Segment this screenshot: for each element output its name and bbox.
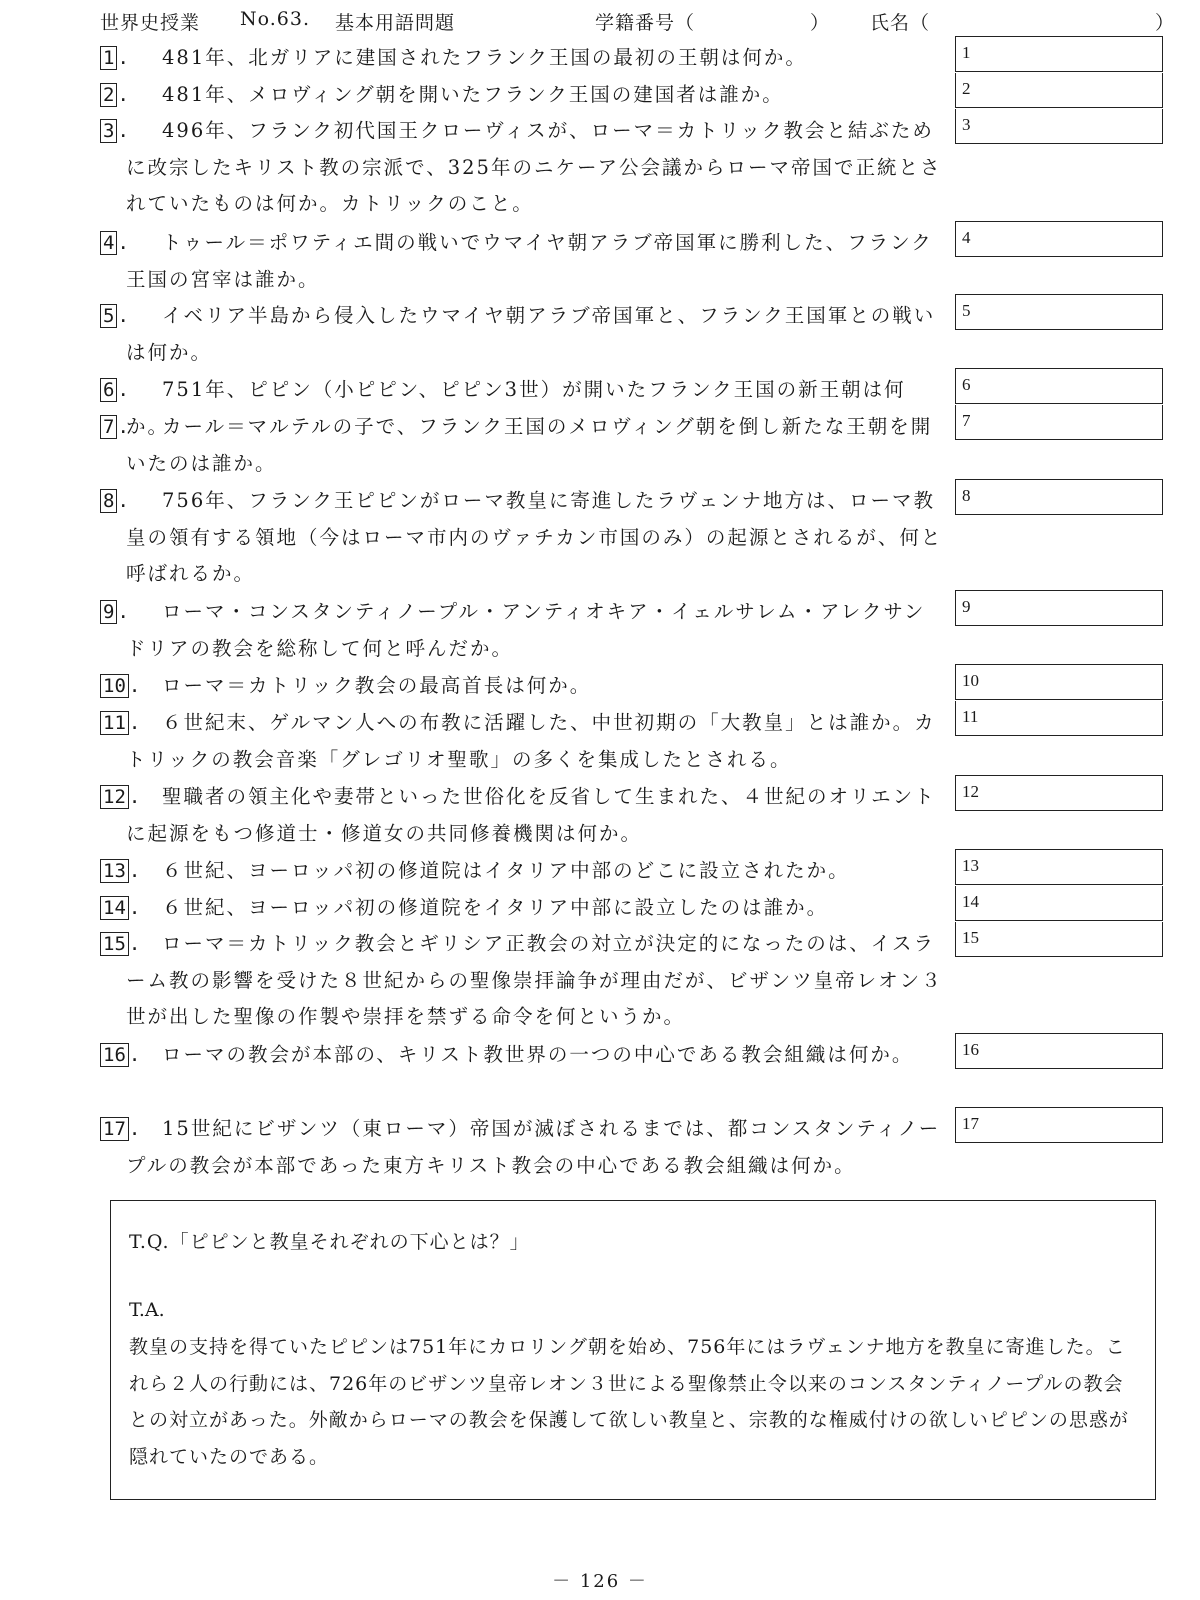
question-number: 16 [100, 1043, 129, 1067]
topic-question: T.Q.「ピピンと教皇それぞれの下心とは？」 [129, 1231, 530, 1253]
student-id-label: 学籍番号（ [595, 12, 696, 34]
question-number: 12 [100, 785, 129, 809]
topic-question-box [110, 1200, 1156, 1500]
answer-box[interactable]: 7 [955, 405, 1163, 440]
question-text: 481年、北ガリアに建国されたフランク王国の最初の王朝は何か。 [162, 46, 807, 69]
worksheet-page: 世界史授業 No.63. 基本用語問題 学籍番号（ ） 氏名（ ） 1 . 481年、北ガリアに建国されたフランク王国の最初の王朝は何か。 1 2 . 481年、メロヴィング朝を開いたフランク王国の建国者は誰か。 2 3 . 496年、フランク初代国王クローヴィスが、ローマ＝カトリック教会と結ぶために改宗したキリスト教の宗派で、325年のニケーア公会議からローマ帝国で正統とされていたものは何か。カトリックのこと。 3 4 . トゥール＝ポワティエ間の戦いでウマイヤ朝アラブ帝国軍に勝利した、フランク王国の宮宰は誰か。 4 5 . イベリア半島から侵入したウマイヤ朝アラブ帝国軍と、フランク王国軍との戦いは何か。 5 6 . 751年、ピピン（小ピピン、ピピン3世）が開いたフランク王国の新王朝は何か。 6 7 . カール＝マルテルの子で、フランク王国のメロヴィング朝を倒し新たな王朝を開いたのは誰か。 7 8 . 756年、フランク王ピピンがローマ教皇に寄進したラヴェンナ地方は、ローマ教皇の領有する領地（今はローマ市内のヴァチカン市国のみ）の起源とされるが、何と呼ばれるか。 8 9 . ローマ・コンスタンティノープル・アンティオキア・イェルサレム・アレクサンドリアの教会を総称して何と呼んだか。 9 10 . ローマ＝カトリック教会の最高首長は何か。 10 11 . ６世紀末、ゲルマン人への布教に活躍した、中世初期の「大教皇」とは誰か。カトリックの教会音楽「グレゴリオ聖歌」の多くを集成したとされる。 11 12 . 聖職者の領主化や妻帯といった世俗化を反省して生まれた、４世紀のオリエントに起源をもつ修道士・修道女の共同修養機関は何か。 12 13 . ６世紀、ヨーロッパ初の修道院はイタリア中部のどこに設立されたか。 13 14 . ６世紀、ヨーロッパ初の修道院をイタリア中部に設立したのは誰か。 14 15 . ローマ＝カトリック教会とギリシア正教会の対立が決定的になったのは、イスラーム教の影響を受けた８世紀からの聖像崇拝論争が理由だが、ビザンツ皇帝レオン３世が出した聖像の作製や崇拝を禁ずる命令を何というか。 15 16 . ローマの教会が本部の、キリスト教世界の一つの中心である教会組織は何か。 16 17 . 15世紀にビザンツ（東ローマ）帝国が滅ぼされるまでは、都コンスタンティノープルの教会が本部であった東方キリスト教会の中心である教会組織は何か。 17 T.Q.「ピピンと教皇それぞれの下心とは？」 T.A. 教皇の支持を得ていたピピンは751年にカロリング朝を始め、756年にはラヴェンナ地方を教皇に寄進した。これら２人の行動には、726年のビザンツ皇帝レオン３世による聖像禁止令以来のコンスタンティノープルの教会との対立があった。外敵からローマの教会を保護して欲しい教皇と、宗教的な権威付けの欲しいピピンの思惑が隠れていたのである。 － 126 － [0, 0, 1200, 1600]
answer-box[interactable]: 11 [955, 701, 1163, 736]
name-close: ） [1155, 12, 1176, 34]
question-number: 5 [100, 304, 117, 328]
question-text: 聖職者の領主化や妻帯といった世俗化を反省して生まれた、４世紀のオリエントに起源をもつ修道士・修道女の共同修養機関は何か。 [126, 785, 936, 845]
answer-box[interactable]: 5 [955, 294, 1163, 330]
question-text: ６世紀末、ゲルマン人への布教に活躍した、中世初期の「大教皇」とは誰か。カトリックの教会音楽「グレゴリオ聖歌」の多くを集成したとされる。 [126, 711, 936, 771]
worksheet-title: 基本用語問題 [335, 12, 456, 34]
answer-box[interactable]: 6 [955, 368, 1163, 404]
question-number: 14 [100, 896, 129, 920]
question-text: 481年、メロヴィング朝を開いたフランク王国の建国者は誰か。 [162, 83, 784, 106]
topic-answer-text: 教皇の支持を得ていたピピンは751年にカロリング朝を始め、756年にはラヴェンナ地方を教皇に寄進した。これら２人の行動には、726年のビザンツ皇帝レオン３世による聖像禁止令以来のコンスタンティノープルの教会との対立があった。外敵からローマの教会を保護して欲しい教皇と、宗教的な権威付けの欲しいピピンの思惑が隠れていたのである。 [129, 1336, 1129, 1468]
question-text: ６世紀、ヨーロッパ初の修道院をイタリア中部に設立したのは誰か。 [162, 896, 829, 919]
question-text: 496年、フランク初代国王クローヴィスが、ローマ＝カトリック教会と結ぶために改宗したキリスト教の宗派で、325年のニケーア公会議からローマ帝国で正統とされていたものは何か。カトリックのこと。 [126, 119, 942, 215]
answer-box[interactable]: 8 [955, 479, 1163, 515]
question-number: 17 [100, 1117, 129, 1141]
answer-box[interactable]: 3 [955, 109, 1163, 144]
question-text: 751年、ピピン（小ピピン、ピピン3世）が開いたフランク王国の新王朝は何か。 [126, 378, 906, 438]
question-text: トゥール＝ポワティエ間の戦いでウマイヤ朝アラブ帝国軍に勝利した、フランク王国の宮宰は誰か。 [126, 231, 933, 291]
page-number: － 126 － [552, 1571, 648, 1592]
question-number: 4 [100, 231, 117, 255]
question-number: 15 [100, 932, 129, 956]
question-text: イベリア半島から侵入したウマイヤ朝アラブ帝国軍と、フランク王国軍との戦いは何か。 [126, 304, 936, 364]
question-number: 10 [100, 674, 129, 698]
question-text: ローマ＝カトリック教会の最高首長は何か。 [162, 674, 592, 697]
question-number: 2 [100, 83, 117, 107]
question-text: ローマ・コンスタンティノープル・アンティオキア・イェルサレム・アレクサンドリアの教会を総称して何と呼んだか。 [126, 600, 926, 660]
subject-label: 世界史授業 [100, 12, 201, 34]
answer-box[interactable]: 4 [955, 221, 1163, 257]
answer-box[interactable]: 10 [955, 664, 1163, 700]
question-number: 13 [100, 859, 129, 883]
answer-box[interactable]: 13 [955, 849, 1163, 885]
answer-box[interactable]: 1 [955, 36, 1163, 72]
answer-box[interactable]: 14 [955, 886, 1163, 921]
question-text: 15世紀にビザンツ（東ローマ）帝国が滅ぼされるまでは、都コンスタンティノープルの教会が本部であった東方キリスト教会の中心である教会組織は何か。 [126, 1117, 941, 1177]
topic-answer-label: T.A. [129, 1299, 165, 1321]
question-text: 756年、フランク王ピピンがローマ教皇に寄進したラヴェンナ地方は、ローマ教皇の領有する領地（今はローマ市内のヴァチカン市国のみ）の起源とされるが、何と呼ばれるか。 [126, 489, 943, 585]
worksheet-number: No.63. [240, 8, 310, 30]
name-label: 氏名（ [870, 12, 931, 34]
answer-box[interactable]: 16 [955, 1033, 1163, 1069]
question-number: 11 [100, 711, 129, 735]
question-number: 9 [100, 600, 117, 624]
question-number: 3 [100, 119, 117, 143]
answer-box[interactable]: 12 [955, 775, 1163, 811]
answer-box[interactable]: 17 [955, 1107, 1163, 1143]
question-text: カール＝マルテルの子で、フランク王国のメロヴィング朝を倒し新たな王朝を開いたのは誰か。 [126, 415, 933, 475]
worksheet-header [100, 8, 1176, 38]
question-number: 1 [100, 46, 117, 70]
answer-box[interactable]: 2 [955, 73, 1163, 108]
student-id-close: ） [810, 12, 831, 34]
question-text: ローマの教会が本部の、キリスト教世界の一つの中心である教会組織は何か。 [162, 1043, 914, 1066]
question-number: 6 [100, 378, 117, 402]
answer-box[interactable]: 9 [955, 590, 1163, 626]
question-number: 7 [100, 415, 117, 439]
question-number: 8 [100, 489, 117, 513]
question-text: ローマ＝カトリック教会とギリシア正教会の対立が決定的になったのは、イスラーム教の影響を受けた８世紀からの聖像崇拝論争が理由だが、ビザンツ皇帝レオン３世が出した聖像の作製や崇拝を禁ずる命令を何というか。 [126, 932, 943, 1028]
answer-box[interactable]: 15 [955, 922, 1163, 957]
question-text: ６世紀、ヨーロッパ初の修道院はイタリア中部のどこに設立されたか。 [162, 859, 850, 882]
